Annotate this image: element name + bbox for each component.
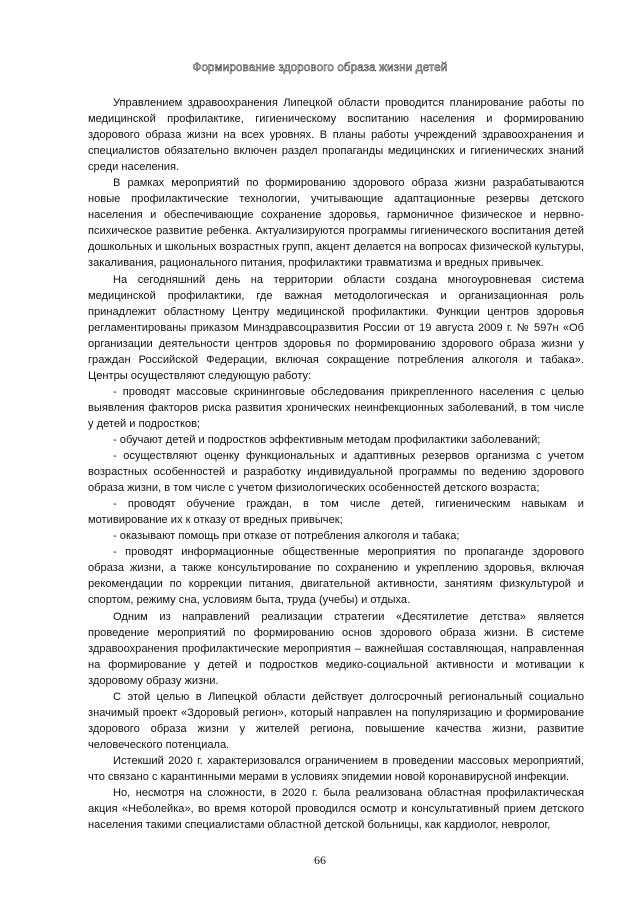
list-item-screening: - проводят массовые скрининговые обследования прикрепленного населения с целью выявления факторов риска развития хронических неинфекционных заболеваний, в том числе у детей и подростков; [88, 385, 584, 430]
paragraph-neboleika: Но, несмотря на сложности, в 2020 г. была реализована областная профилактическая акция «Неболейка», во время которой проводился осмотр и консультативный прием детского населения такими специалистами областной детской больницы, как кардиолог, невролог, [88, 787, 584, 832]
running-header: Формирование здорового образа жизни детей [192, 62, 448, 74]
page-number: 66 [314, 853, 326, 867]
paragraph-strategy: Одним из направлений реализации стратегии «Десятилетие детства» является проведение мероприятий по формированию основ здорового образа жизни. В системе здравоохранения профилактические мероприятия – важнейшая составляющая, направленная на формирование у детей и подростков медико-социальной активности и мотивации к здоровому образу жизни. [88, 610, 584, 687]
paragraph-3: На сегодняшний день на территории области создана многоуровневая система медицинской профилактики, где важная методологическая и организационная роль принадлежит областному Центру медицинской профилактики. Функции центров здоровья регламентированы приказом Минздравсоцразвития России от 19 августа 2009 г. № 597н «Об организации деятельности центров здоровья по формированию здорового образа жизни у граждан Российской Федерации, включая сокращение потребления алкоголя и табака». Центры осуществляют следующую работу: [88, 273, 584, 382]
paragraph-2: В рамках мероприятий по формированию здорового образа жизни разрабатываются новые профилактические технологии, учитывающие адаптационные резервы детского населения и обеспечивающие сохранение здоровья, гармоничное физическое и нервно-психическое развитие ребенка. Актуализируются программы гигиенического воспитания детей дошкольных и школьных возрастных групп, акцент делается на вопросах физической культуры, закаливания, рационального питания, профилактики травматизма и вредных привычек. [88, 177, 584, 270]
list-item-assessment: - осуществляют оценку функциональных и адаптивных резервов организма с учетом возрастных особенностей и разработку индивидуальной программы по ведению здорового образа жизни, в том числе с учетом физиологических особенностей детского возраста; [88, 450, 584, 495]
paragraph-1: Управлением здравоохранения Липецкой области проводится планирование работы по медицинской профилактике, гигиеническому воспитанию населения и формированию здорового образа жизни на всех уровнях. В планы работы учреждений здравоохранения и специалистов обязательно включен раздел пропаганды медицинских и гигиенических знаний среди населения. [88, 97, 584, 174]
list-item-hygiene-training: - проводят обучение граждан, в том числе детей, гигиеническим навыкам и мотивирование их к отказу от вредных привычек; [88, 498, 584, 527]
paragraph-2020: Истекший 2020 г. характеризовался ограничением в проведении массовых мероприятий, что связано с карантинными мерами в условиях эпидемии новой коронавирусной инфекции. [88, 754, 584, 783]
list-item-quit-help: - оказывают помощь при отказе от потребления алкоголя и табака; [113, 530, 460, 543]
list-item-information-events: - проводят информационные общественные мероприятия по пропаганде здорового образа жизни, а также консультирование по сохранению и укреплению здоровья, включая рекомендации по коррекции питания, двигательной активности, занятиям физкультурой и спортом, режиму сна, условиям быта, труда (учебы) и отдыха. [88, 546, 584, 607]
list-item-teaching: - обучают детей и подростков эффективным методам профилактики заболеваний; [113, 433, 541, 446]
body-text [88, 95, 584, 833]
paragraph-healthy-region: С этой целью в Липецкой области действует долгосрочный региональный социально значимый проект «Здоровый регион», который направлен на популяризацию и формирование здорового образа жизни у жителей региона, повышение качества жизни, развитие человеческого потенциала. [88, 690, 584, 751]
